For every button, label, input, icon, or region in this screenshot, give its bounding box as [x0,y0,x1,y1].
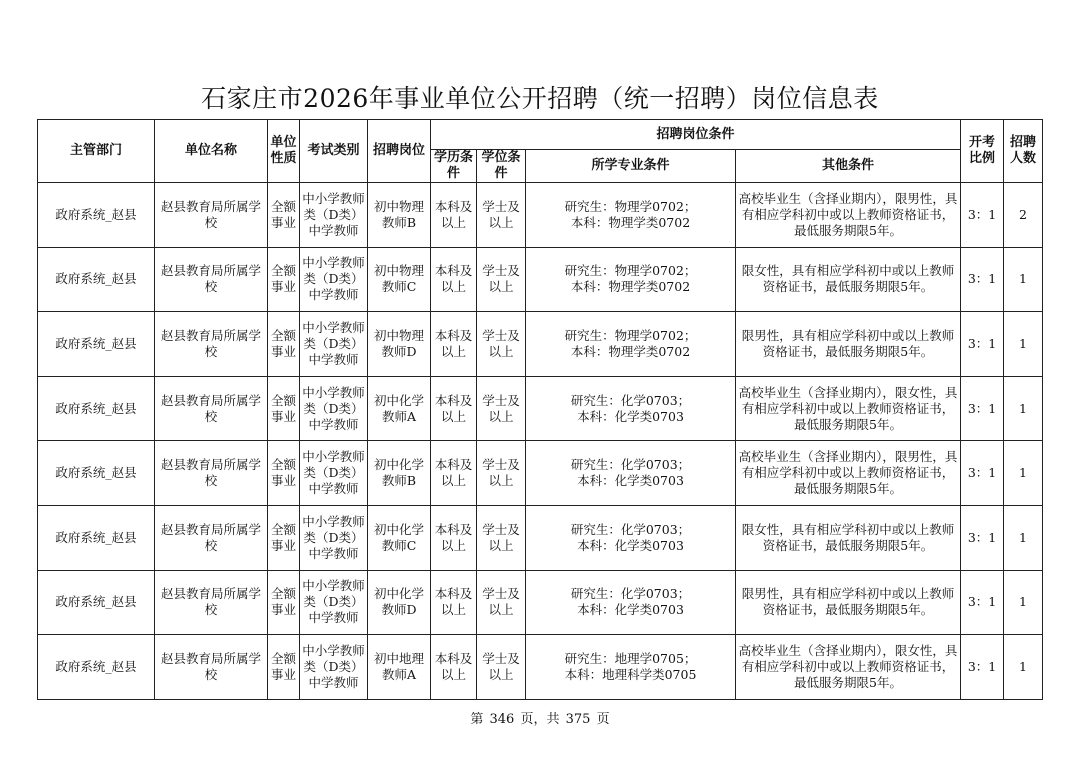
header-post: 招聘岗位 [368,120,431,183]
job-table [37,119,1043,700]
cell-degree: 学士及以上 [477,505,526,570]
cell-degree: 学士及以上 [477,441,526,506]
cell-ratio: 3：1 [961,312,1004,377]
cell-education: 本科及以上 [431,505,477,570]
cell-dept: 政府系统_赵县 [38,376,155,441]
table-row [38,183,1043,248]
cell-education: 本科及以上 [431,570,477,635]
footer-total-pages: 375 [565,712,591,727]
cell-other: 高校毕业生（含择业期内），限女性，具有相应学科初中或以上教师资格证书，最低服务期限5年。 [736,635,961,700]
cell-degree: 学士及以上 [477,570,526,635]
cell-major [526,570,736,635]
major-undergraduate: 本科：物理学类0702 [570,279,691,295]
cell-unit: 赵县教育局所属学校 [155,505,268,570]
cell-post: 初中化学教师A [368,376,431,441]
header-ratio: 开考比例 [961,120,1004,183]
cell-post: 初中物理教师C [368,247,431,312]
major-undergraduate: 本科：地理科学类0705 [564,666,697,682]
major-undergraduate: 本科：化学类0703 [577,408,684,424]
major-graduate: 研究生：物理学0702； [564,198,697,214]
cell-major [526,247,736,312]
cell-exam-type: 中小学教师类（D类）中学教师 [300,183,368,248]
header-conditions: 招聘岗位条件 [431,120,961,150]
header-dept: 主管部门 [38,120,155,183]
cell-major [526,183,736,248]
major-undergraduate: 本科：物理学类0702 [570,343,691,359]
cell-post: 初中地理教师A [368,635,431,700]
cell-post: 初中化学教师D [368,570,431,635]
header-nature: 单位性质 [268,120,300,183]
cell-nature: 全额事业 [268,635,300,700]
cell-ratio: 3：1 [961,376,1004,441]
cell-education: 本科及以上 [431,183,477,248]
cell-other: 限女性，具有相应学科初中或以上教师资格证书，最低服务期限5年。 [736,247,961,312]
cell-exam-type: 中小学教师类（D类）中学教师 [300,247,368,312]
cell-ratio: 3：1 [961,505,1004,570]
major-undergraduate: 本科：物理学类0702 [570,214,691,230]
cell-count: 1 [1004,312,1043,377]
major-undergraduate: 本科：化学类0703 [577,473,684,489]
cell-dept: 政府系统_赵县 [38,183,155,248]
cell-post: 初中物理教师D [368,312,431,377]
footer-suffix: 页 [596,712,610,727]
major-graduate: 研究生：物理学0702； [564,263,697,279]
cell-dept: 政府系统_赵县 [38,247,155,312]
cell-major [526,441,736,506]
cell-dept: 政府系统_赵县 [38,505,155,570]
table-row [38,441,1043,506]
cell-nature: 全额事业 [268,505,300,570]
cell-other: 限女性，具有相应学科初中或以上教师资格证书，最低服务期限5年。 [736,505,961,570]
cell-exam-type: 中小学教师类（D类）中学教师 [300,312,368,377]
cell-exam-type: 中小学教师类（D类）中学教师 [300,505,368,570]
cell-ratio: 3：1 [961,247,1004,312]
cell-education: 本科及以上 [431,312,477,377]
cell-count: 1 [1004,635,1043,700]
table-row [38,312,1043,377]
major-graduate: 研究生：物理学0702； [564,327,697,343]
header-unit: 单位名称 [155,120,268,183]
cell-nature: 全额事业 [268,441,300,506]
page-title: 石家庄市2026年事业单位公开招聘（统一招聘）岗位信息表 [201,84,879,113]
header-major: 所学专业条件 [526,150,736,183]
cell-ratio: 3：1 [961,570,1004,635]
cell-major [526,312,736,377]
cell-post: 初中化学教师C [368,505,431,570]
cell-unit: 赵县教育局所属学校 [155,441,268,506]
cell-other: 高校毕业生（含择业期内），限男性，具有相应学科初中或以上教师资格证书，最低服务期限5年。 [736,441,961,506]
header-degree: 学位条件 [477,150,526,183]
cell-dept: 政府系统_赵县 [38,570,155,635]
footer-page-number: 346 [489,712,515,727]
major-graduate: 研究生：化学0703； [570,457,691,473]
cell-education: 本科及以上 [431,441,477,506]
cell-nature: 全额事业 [268,312,300,377]
cell-count: 1 [1004,247,1043,312]
cell-other: 限男性，具有相应学科初中或以上教师资格证书，最低服务期限5年。 [736,570,961,635]
cell-nature: 全额事业 [268,183,300,248]
cell-unit: 赵县教育局所属学校 [155,635,268,700]
cell-ratio: 3：1 [961,183,1004,248]
header-education: 学历条件 [431,150,477,183]
cell-other: 高校毕业生（含择业期内），限男性，具有相应学科初中或以上教师资格证书，最低服务期限5年。 [736,183,961,248]
cell-education: 本科及以上 [431,247,477,312]
cell-exam-type: 中小学教师类（D类）中学教师 [300,635,368,700]
cell-education: 本科及以上 [431,376,477,441]
major-graduate: 研究生：化学0703； [570,392,691,408]
major-graduate: 研究生：化学0703； [570,521,691,537]
table-row [38,505,1043,570]
table-row [38,247,1043,312]
header-exam-type: 考试类别 [300,120,368,183]
cell-degree: 学士及以上 [477,312,526,377]
cell-major [526,376,736,441]
cell-other: 高校毕业生（含择业期内），限女性，具有相应学科初中或以上教师资格证书，最低服务期限5年。 [736,376,961,441]
cell-degree: 学士及以上 [477,247,526,312]
major-undergraduate: 本科：化学类0703 [577,537,684,553]
cell-dept: 政府系统_赵县 [38,441,155,506]
footer-prefix: 第 [470,712,484,727]
cell-dept: 政府系统_赵县 [38,635,155,700]
cell-unit: 赵县教育局所属学校 [155,312,268,377]
cell-education: 本科及以上 [431,635,477,700]
cell-count: 2 [1004,183,1043,248]
major-graduate: 研究生：化学0703； [570,586,691,602]
cell-nature: 全额事业 [268,247,300,312]
cell-degree: 学士及以上 [477,376,526,441]
header-count: 招聘人数 [1004,120,1043,183]
cell-exam-type: 中小学教师类（D类）中学教师 [300,376,368,441]
cell-ratio: 3：1 [961,441,1004,506]
cell-count: 1 [1004,441,1043,506]
cell-major [526,635,736,700]
table-row [38,570,1043,635]
cell-degree: 学士及以上 [477,635,526,700]
cell-dept: 政府系统_赵县 [38,312,155,377]
cell-post: 初中化学教师B [368,441,431,506]
cell-other: 限男性，具有相应学科初中或以上教师资格证书，最低服务期限5年。 [736,312,961,377]
cell-unit: 赵县教育局所属学校 [155,570,268,635]
cell-ratio: 3：1 [961,635,1004,700]
cell-exam-type: 中小学教师类（D类）中学教师 [300,570,368,635]
cell-major [526,505,736,570]
cell-nature: 全额事业 [268,376,300,441]
cell-count: 1 [1004,376,1043,441]
major-graduate: 研究生：地理学0705； [564,650,697,666]
cell-exam-type: 中小学教师类（D类）中学教师 [300,441,368,506]
major-undergraduate: 本科：化学类0703 [577,602,684,618]
page-footer [0,711,1080,729]
cell-count: 1 [1004,570,1043,635]
cell-nature: 全额事业 [268,570,300,635]
cell-unit: 赵县教育局所属学校 [155,247,268,312]
table-row [38,376,1043,441]
cell-degree: 学士及以上 [477,183,526,248]
header-other: 其他条件 [736,150,961,183]
cell-unit: 赵县教育局所属学校 [155,183,268,248]
footer-mid: 页，共 [520,712,560,727]
cell-count: 1 [1004,505,1043,570]
cell-post: 初中物理教师B [368,183,431,248]
cell-unit: 赵县教育局所属学校 [155,376,268,441]
table-row [38,635,1043,700]
